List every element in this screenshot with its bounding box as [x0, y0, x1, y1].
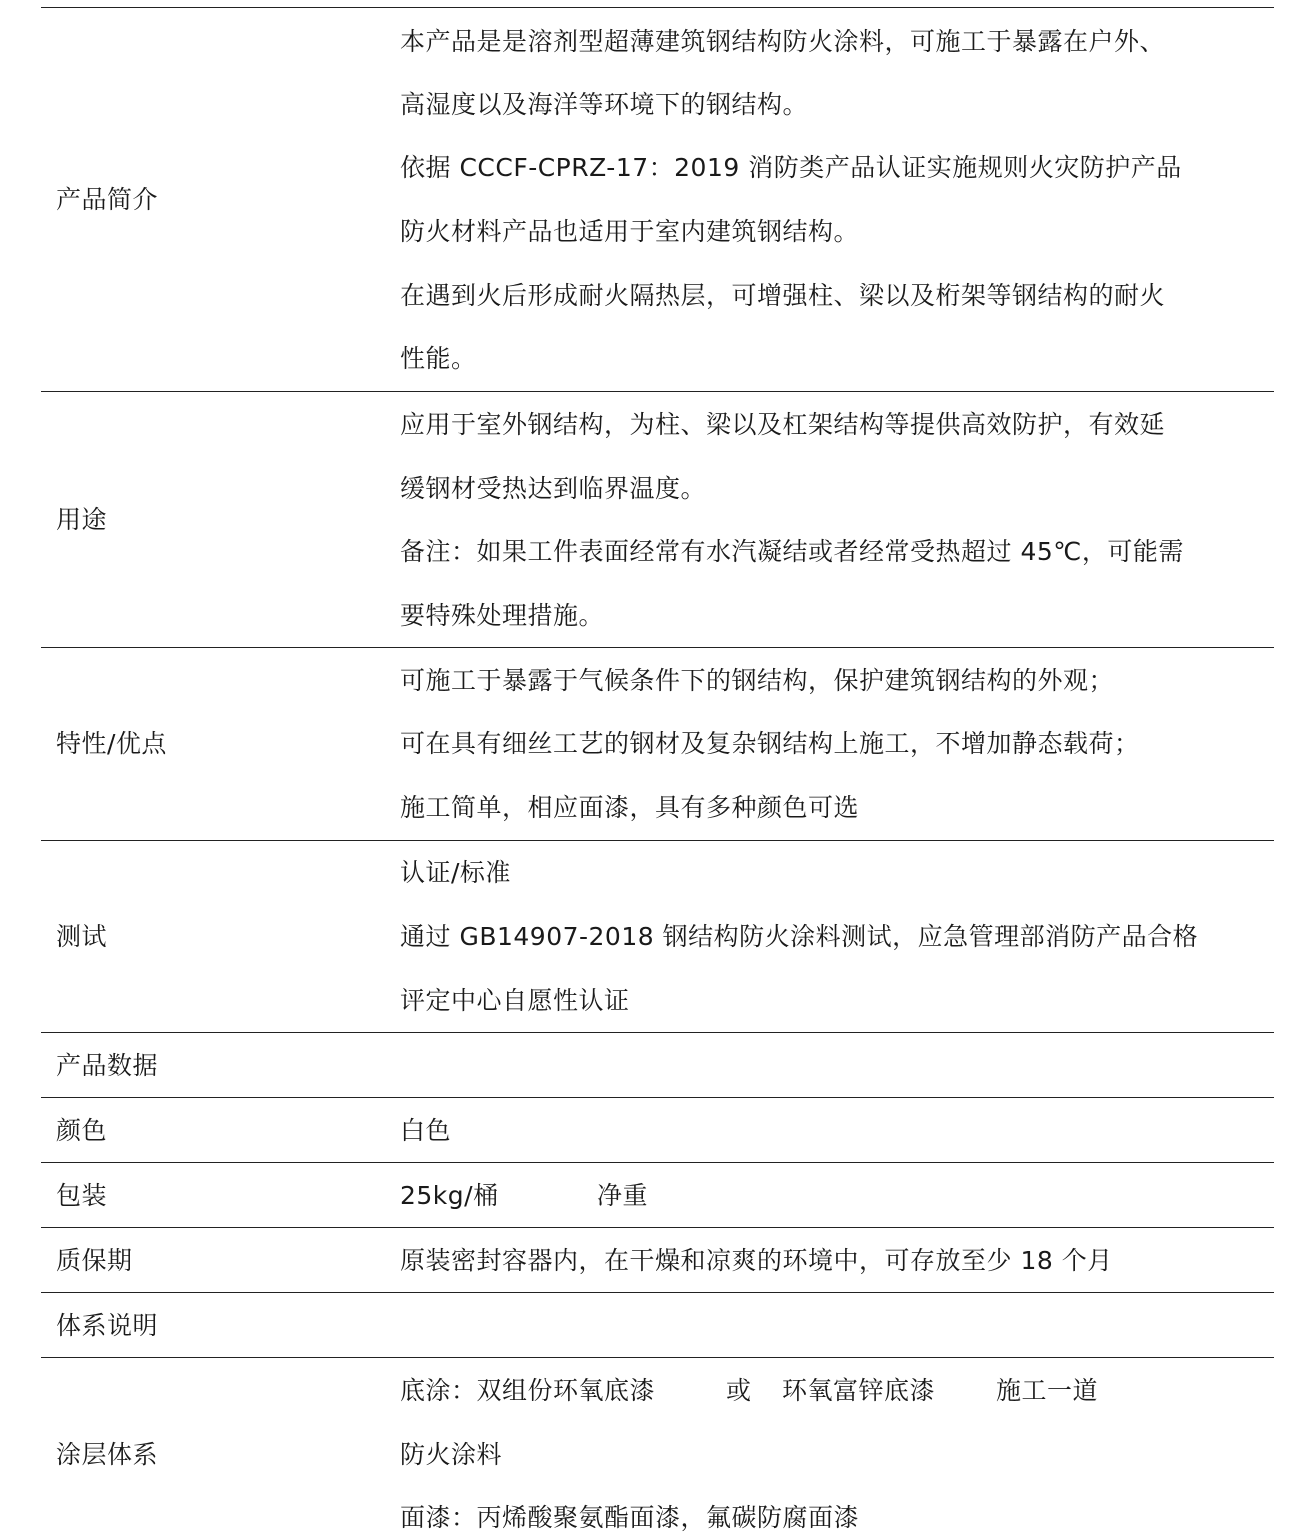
- table-rule: [41, 7, 1274, 8]
- intro-line-5: 在遇到火后形成耐火隔热层，可增强柱、梁以及桁架等钢结构的耐火: [400, 281, 1166, 310]
- row-label-coating-system: 涂层体系: [56, 1440, 159, 1469]
- table-rule: [41, 1032, 1274, 1033]
- table-rule: [41, 840, 1274, 841]
- coating-primer-or: 或: [726, 1376, 752, 1405]
- intro-line-2: 高湿度以及海洋等环境下的钢结构。: [400, 90, 809, 119]
- packaging-value: 25kg/桶: [400, 1181, 499, 1210]
- test-line-2: 通过 GB14907-2018 钢结构防火涂料测试，应急管理部消防产品合格: [400, 922, 1199, 951]
- table-rule: [41, 1292, 1274, 1293]
- table-rule: [41, 1227, 1274, 1228]
- row-label-system-desc: 体系说明: [56, 1311, 159, 1340]
- test-line-3: 评定中心自愿性认证: [400, 986, 630, 1015]
- usage-line-3: 备注：如果工件表面经常有水汽凝结或者经常受热超过 45℃，可能需: [400, 537, 1184, 566]
- row-label-color: 颜色: [56, 1116, 108, 1145]
- table-rule: [41, 1097, 1274, 1098]
- row-label-test: 测试: [56, 922, 108, 951]
- features-line-2: 可在具有细丝工艺的钢材及复杂钢结构上施工，不增加静态载荷；: [400, 729, 1140, 758]
- usage-line-2: 缓钢材受热达到临界温度。: [400, 474, 707, 503]
- features-line-1: 可施工于暴露于气候条件下的钢结构，保护建筑钢结构的外观；: [400, 666, 1115, 695]
- row-label-packaging: 包装: [56, 1181, 108, 1210]
- intro-line-1: 本产品是是溶剂型超薄建筑钢结构防火涂料，可施工于暴露在户外、: [400, 27, 1166, 56]
- table-rule: [41, 647, 1274, 648]
- table-rule: [41, 1162, 1274, 1163]
- table-rule: [41, 391, 1274, 392]
- color-value: 白色: [400, 1116, 452, 1145]
- coating-topcoat: 面漆：丙烯酸聚氨酯面漆，氟碳防腐面漆: [400, 1503, 860, 1532]
- features-line-3: 施工简单，相应面漆，具有多种颜色可选: [400, 793, 860, 822]
- table-rule: [41, 1357, 1274, 1358]
- usage-line-4: 要特殊处理措施。: [400, 601, 605, 630]
- coating-primer-coats: 施工一道: [996, 1376, 1099, 1405]
- packaging-note: 净重: [597, 1181, 649, 1210]
- row-label-intro: 产品简介: [56, 185, 159, 214]
- row-label-shelf-life: 质保期: [56, 1246, 133, 1275]
- row-label-product-data: 产品数据: [56, 1051, 159, 1080]
- row-label-usage: 用途: [56, 505, 108, 534]
- shelf-life-value: 原装密封容器内，在干燥和凉爽的环境中，可存放至少 18 个月: [400, 1246, 1113, 1275]
- intro-line-4: 防火材料产品也适用于室内建筑钢结构。: [400, 217, 860, 246]
- usage-line-1: 应用于室外钢结构，为柱、梁以及杠架结构等提供高效防护，有效延: [400, 410, 1166, 439]
- row-label-features: 特性/优点: [56, 729, 167, 758]
- coating-primer: 底涂：双组份环氧底漆: [400, 1376, 656, 1405]
- coating-primer-alt: 环氧富锌底漆: [782, 1376, 936, 1405]
- intro-line-3: 依据 CCCF-CPRZ-17：2019 消防类产品认证实施规则火灾防护产品: [400, 153, 1182, 182]
- test-line-1: 认证/标准: [400, 858, 511, 887]
- intro-line-6: 性能。: [400, 344, 477, 373]
- coating-fireproof: 防火涂料: [400, 1440, 503, 1469]
